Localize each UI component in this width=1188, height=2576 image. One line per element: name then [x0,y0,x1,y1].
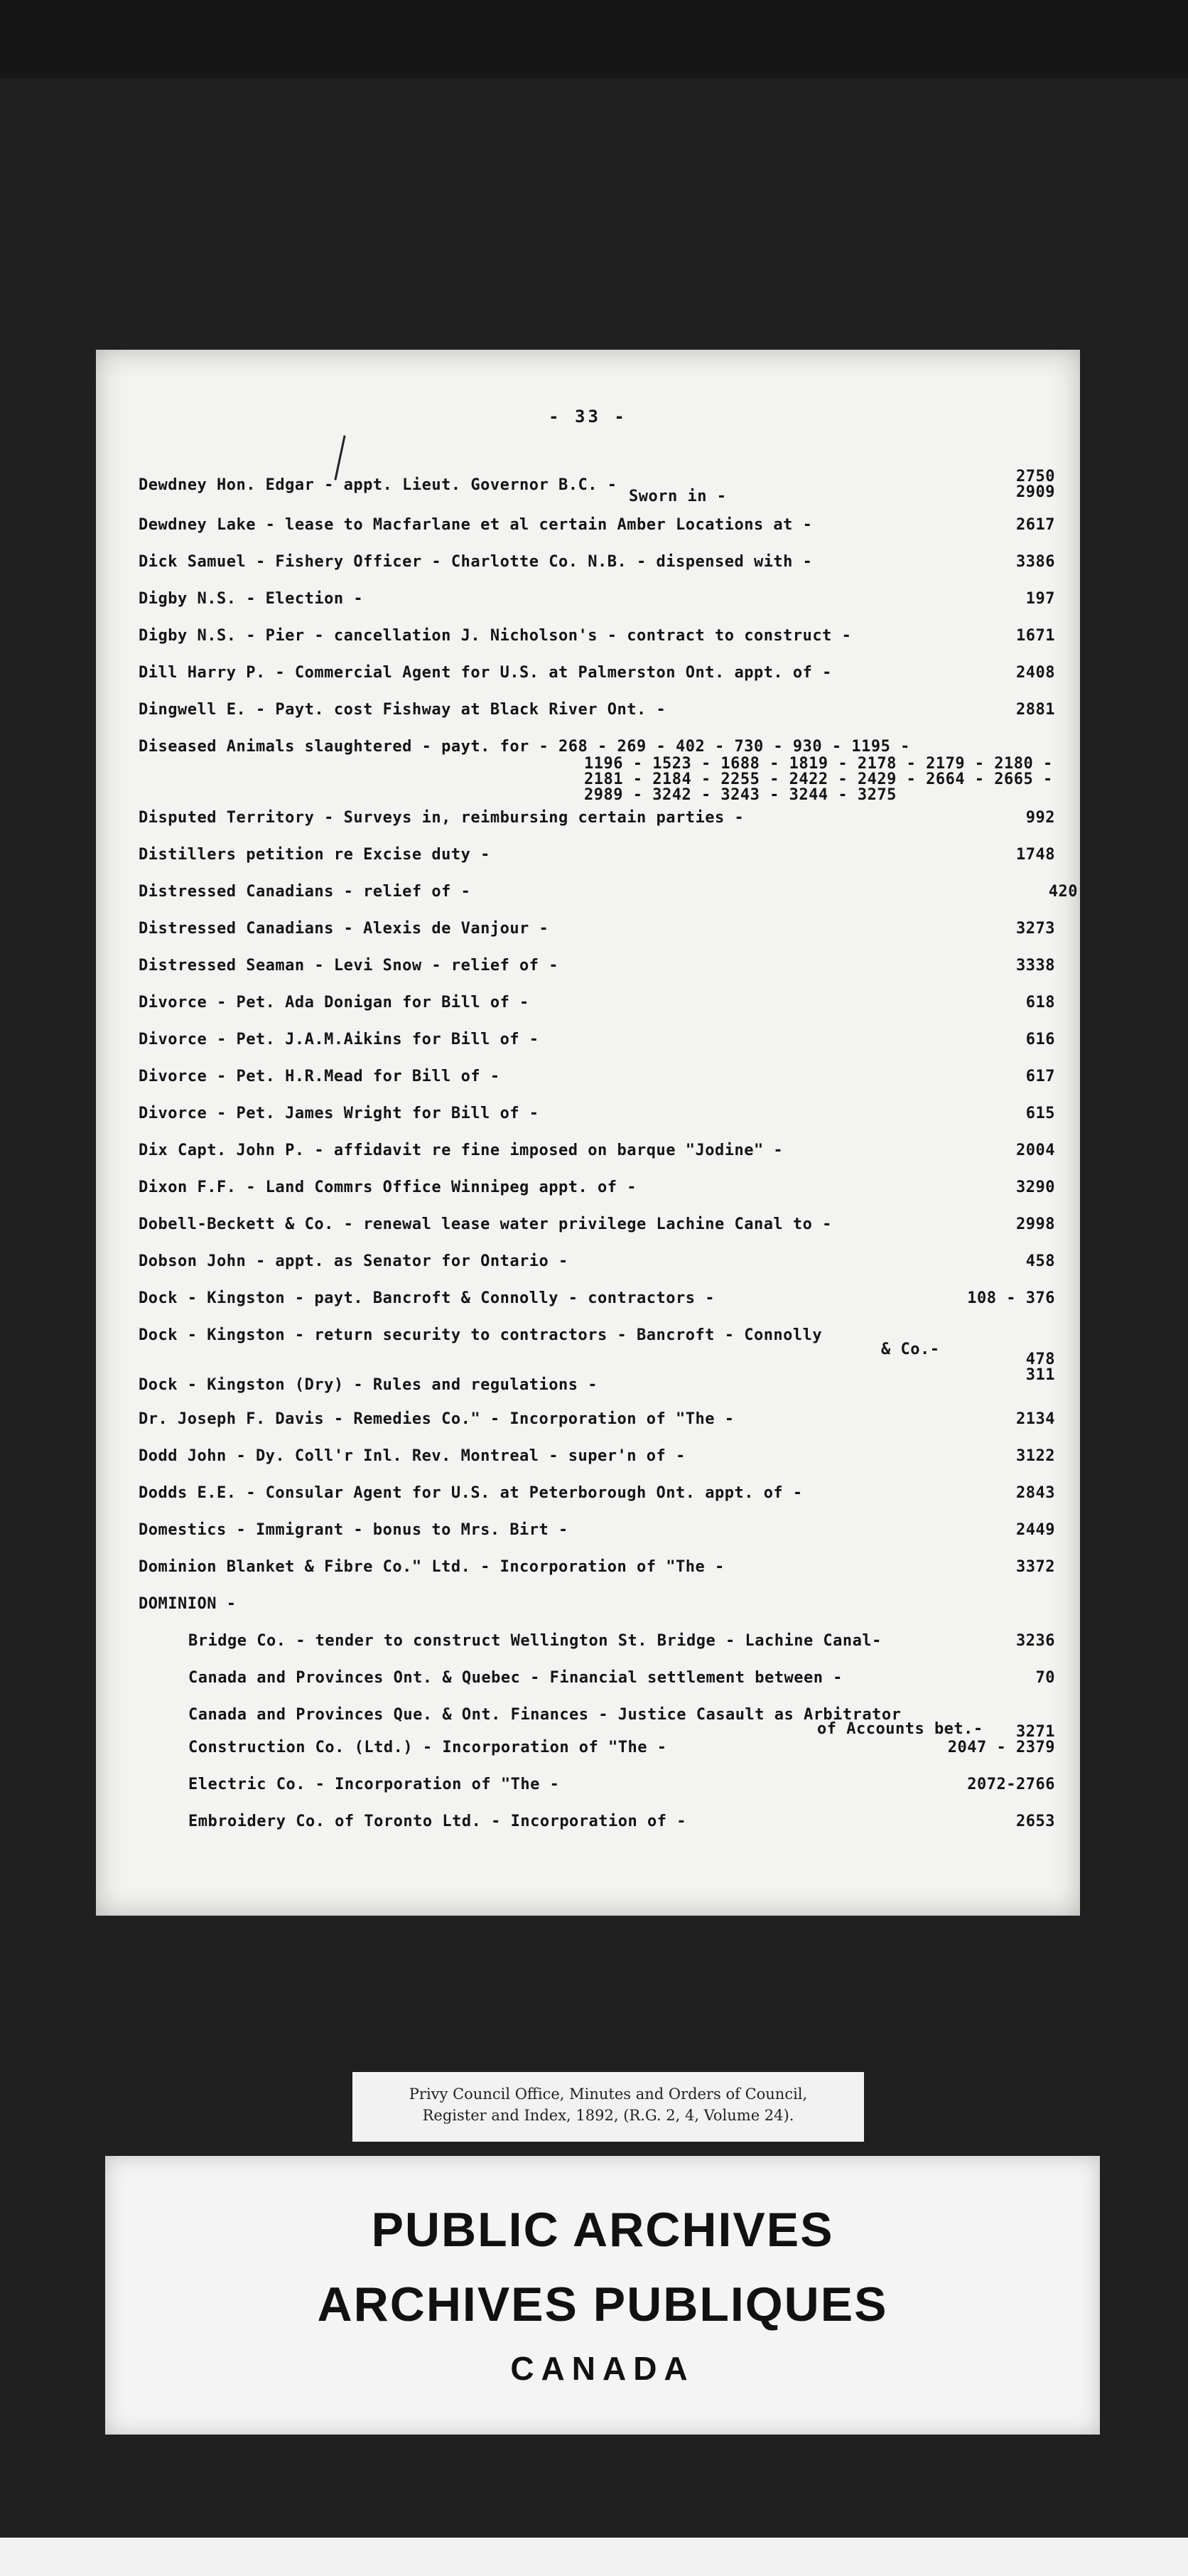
index-entry: Distressed Canadians - Alexis de Vanjour - 3273 [139,920,1055,938]
index-entries [139,468,1078,1842]
page-number: - 33 - [549,407,627,426]
index-entry: Digby N.S. - Election - 197 [139,590,1055,608]
index-subentry: Electric Co. - Incorporation of "The - 2072-2766 [188,1776,1055,1793]
index-subentry: Bridge Co. - tender to construct Wellington St. Bridge - Lachine Canal- 3236 [188,1632,1055,1650]
index-subentry: Construction Co. (Ltd.) - Incorporation of "The - 2047 - 2379 [188,1739,1055,1756]
archive-caption [352,2072,864,2142]
index-entry: Dix Capt. John P. - affidavit re fine imposed on barque "Jodine" - 2004 [139,1142,1055,1159]
index-entry: Digby N.S. - Pier - cancellation J. Nicholson's - contract to construct - 1671 [139,627,1055,645]
index-entry: Disputed Territory - Surveys in, reimbursing certain parties - 992 [139,809,1055,827]
caption-line-1: Privy Council Office, Minutes and Orders of Council, [409,2086,808,2103]
index-entry: Dewdney Hon. Edgar - appt. Lieut. Governor B.C. - Sworn in - 2750 2909 [139,468,1055,505]
index-entry: Dobell-Beckett & Co. - renewal lease water privilege Lachine Canal to - 2998 [139,1215,1055,1233]
index-entry: Divorce - Pet. J.A.M.Aikins for Bill of - 616 [139,1031,1055,1048]
stamp-line-2: ARCHIVES PUBLIQUES [317,2277,888,2331]
index-entry: Diseased Animals slaughtered - payt. for - 268 - 269 - 402 - 730 - 930 - 1195 - 1196 - 1523 - 1688 - 1819 - 2178 - 2179 - 2180 - 2181 - 2184 - 2255 - 2422 - 2429 - 2664 - 2665 - 2989 - 3242 - 3243 - 3244 - 3275 [139,738,1053,804]
caption-line-2: Register and Index, 1892, (R.G. 2, 4, Volume 24). [422,2107,794,2124]
scan-frame-bottom [0,2538,1188,2576]
index-entry: Dodds E.E. - Consular Agent for U.S. at Peterborough Ont. appt. of - 2843 [139,1484,1055,1502]
index-entry: Dobson John - appt. as Senator for Ontario - 458 [139,1252,1055,1270]
index-entry: Dominion Blanket & Fibre Co." Ltd. - Incorporation of "The - 3372 [139,1558,1055,1576]
archives-stamp [105,2156,1100,2435]
stamp-line-1: PUBLIC ARCHIVES [371,2203,834,2257]
index-entry: Divorce - Pet. Ada Donigan for Bill of - 618 [139,994,1055,1011]
index-entry: Dock - Kingston - return security to contractors - Bancroft - Connolly & Co.- 478 [139,1326,1055,1368]
index-entry: Dingwell E. - Payt. cost Fishway at Black River Ont. - 2881 [139,701,1055,719]
index-entry: Dick Samuel - Fishery Officer - Charlotte Co. N.B. - dispensed with - 3386 [139,553,1055,571]
index-entry: Divorce - Pet. H.R.Mead for Bill of - 617 [139,1068,1055,1085]
index-entry: Distillers petition re Excise duty - 1748 [139,846,1055,864]
index-entry: Dock - Kingston (Dry) - Rules and regulations - 311 [139,1366,1055,1394]
index-entry: Domestics - Immigrant - bonus to Mrs. Birt - 2449 [139,1521,1055,1539]
index-subentry: Canada and Provinces Que. & Ont. Finances - Justice Casault as Arbitrator of Accounts bet.- 3271 [188,1706,1055,1741]
index-entry: Dewdney Lake - lease to Macfarlane et al certain Amber Locations at - 2617 [139,516,1055,534]
index-entry: Dr. Joseph F. Davis - Remedies Co." - Incorporation of "The - 2134 [139,1410,1055,1428]
index-heading-dominion: DOMINION - [139,1595,237,1613]
index-page [96,350,1080,1916]
stamp-line-3: CANADA [510,2350,695,2387]
index-entry: Divorce - Pet. James Wright for Bill of - 615 [139,1105,1055,1122]
index-entry: Dill Harry P. - Commercial Agent for U.S. at Palmerston Ont. appt. of - 2408 [139,664,1055,682]
index-entry: Dixon F.F. - Land Commrs Office Winnipeg appt. of - 3290 [139,1179,1055,1196]
index-subentry: Canada and Provinces Ont. & Quebec - Financial settlement between - 70 [188,1669,1055,1687]
index-entry: Distressed Canadians - relief of - 420 [139,883,1078,901]
index-subentry: Embroidery Co. of Toronto Ltd. - Incorporation of - 2653 [188,1813,1055,1830]
index-entry: Distressed Seaman - Levi Snow - relief of - 3338 [139,957,1055,975]
index-entry: Dock - Kingston - payt. Bancroft & Connolly - contractors - 108 - 376 [139,1289,1055,1307]
scan-frame-top [0,0,1188,78]
index-entry: Dodd John - Dy. Coll'r Inl. Rev. Montreal - super'n of - 3122 [139,1447,1055,1465]
